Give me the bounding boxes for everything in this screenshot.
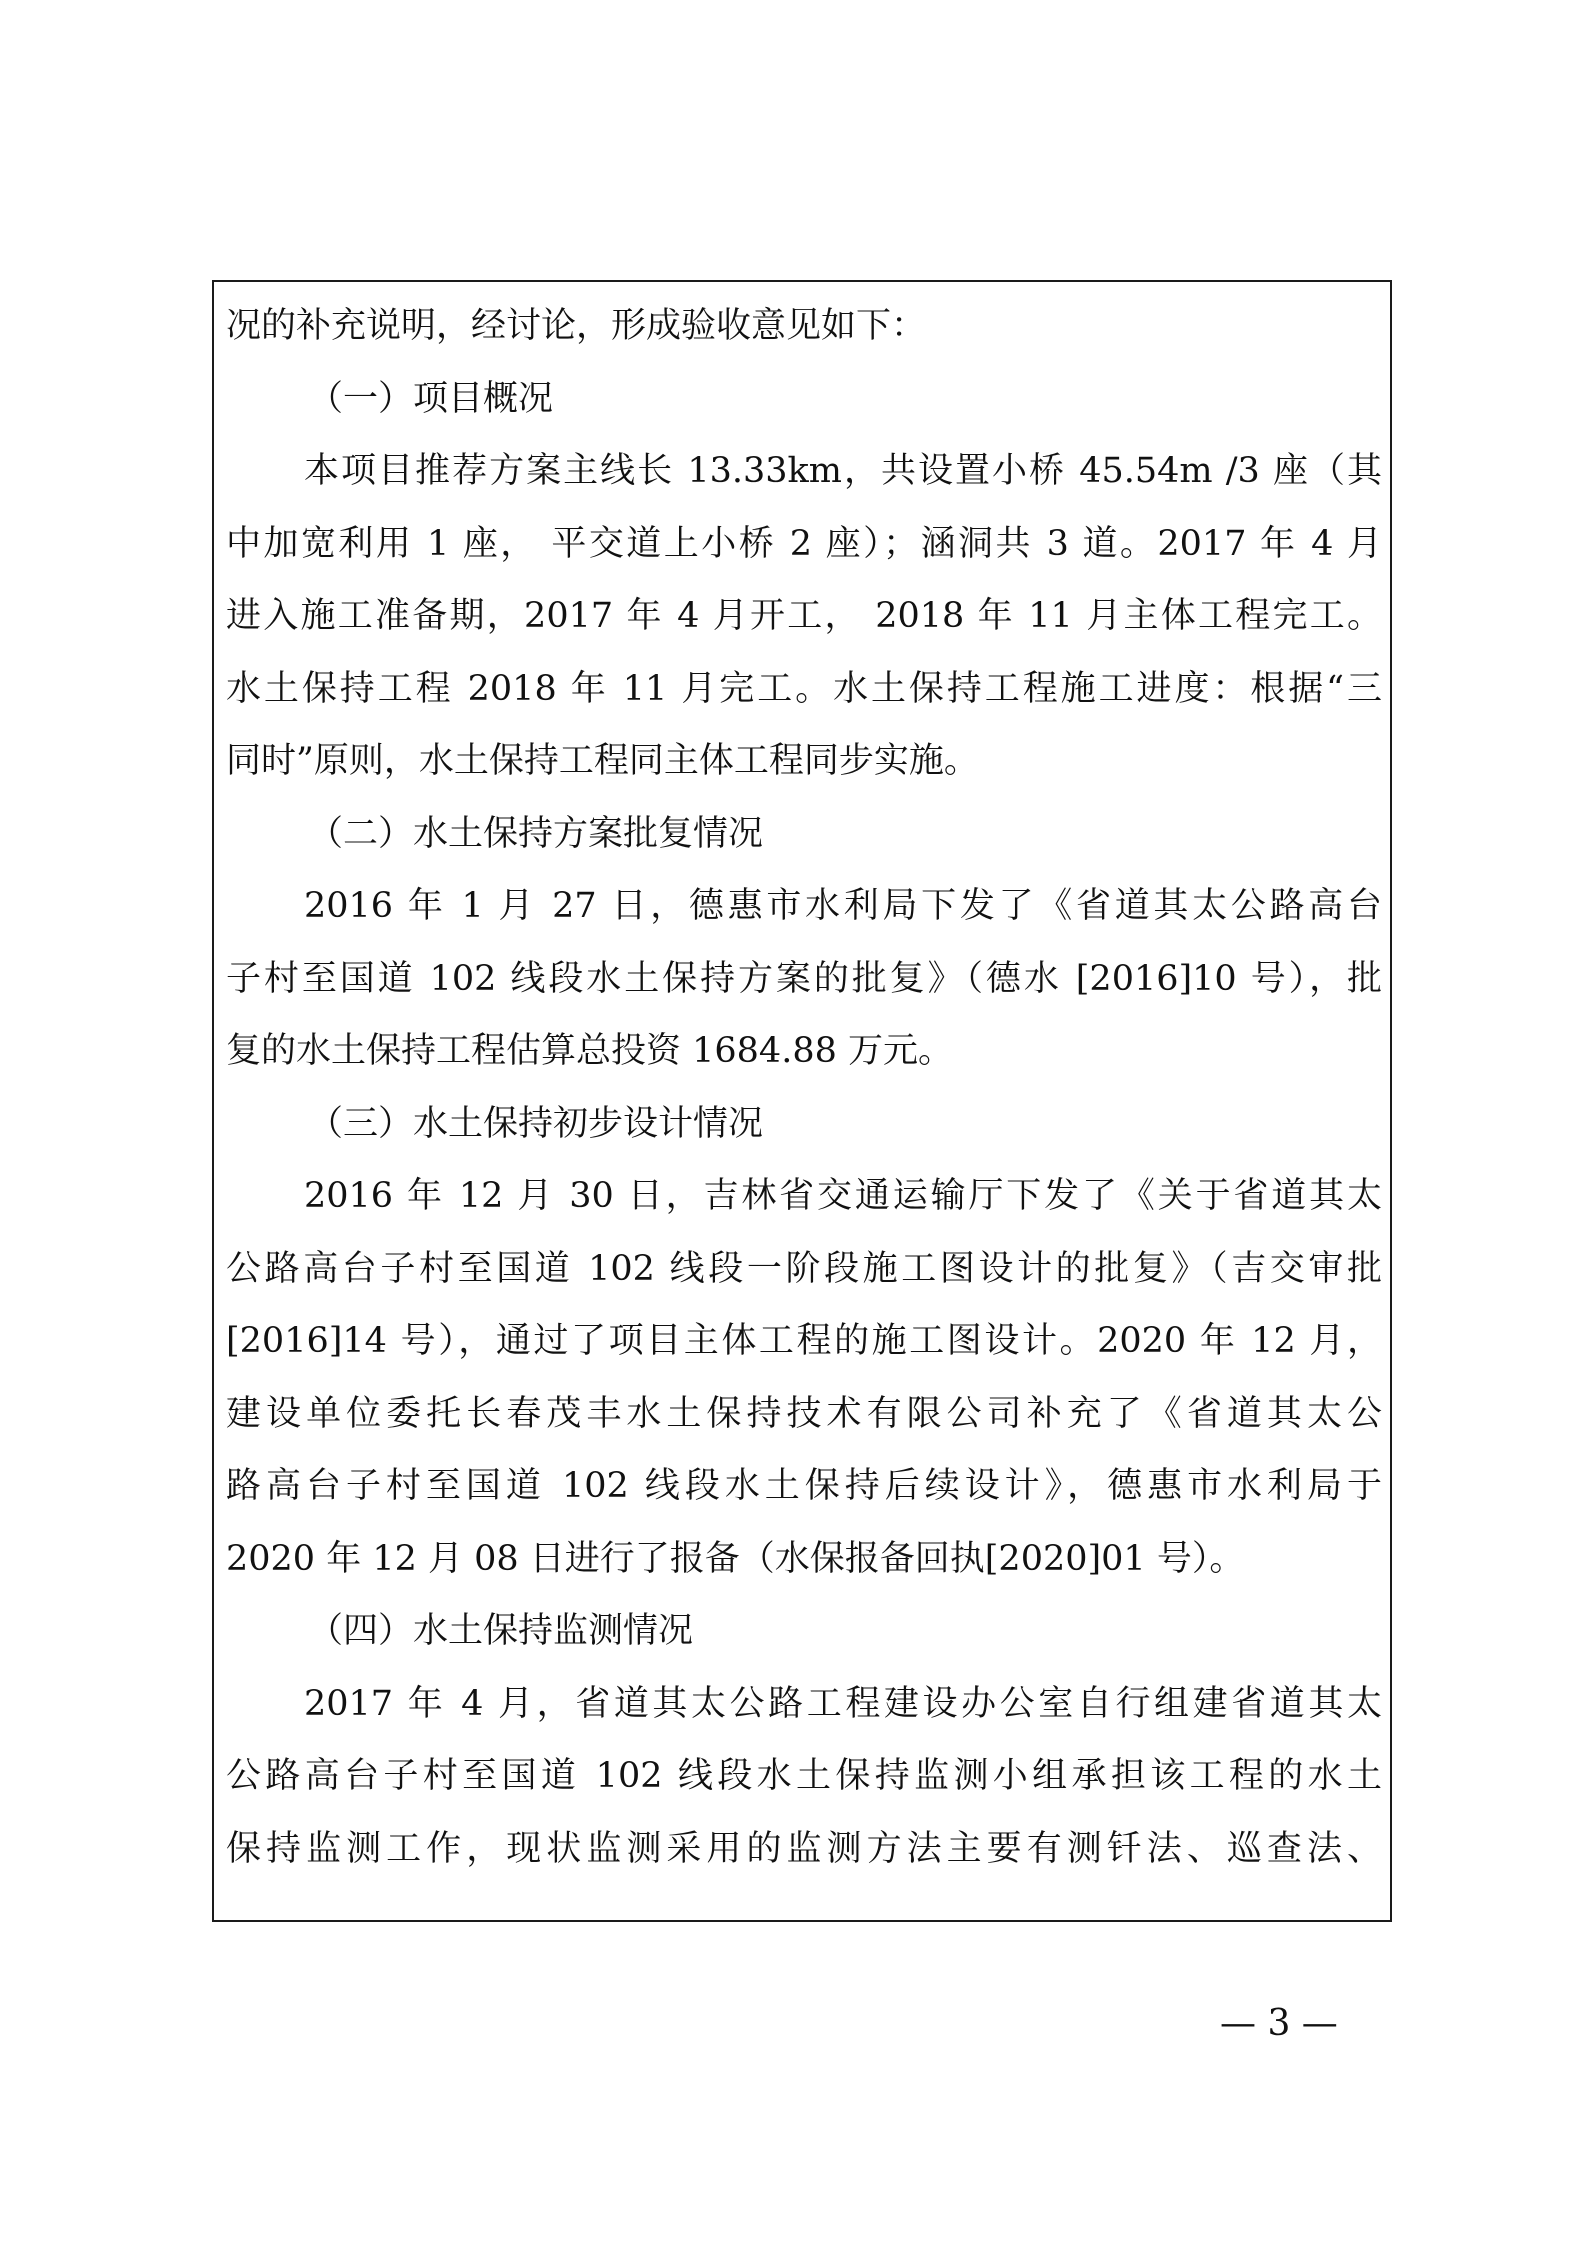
text-line: 进入施工准备期，2017 年 4 月开工， 2018 年 11 月主体工程完工。	[226, 596, 1382, 636]
text-line: 复的水土保持工程估算总投资 1684.88 万元。	[226, 1031, 953, 1071]
text-line: 2016 年 12 月 30 日，吉林省交通运输厅下发了《关于省道其太	[304, 1176, 1382, 1216]
text-line: 水土保持工程 2018 年 11 月完工。水土保持工程施工进度：根据“三	[226, 668, 1382, 709]
text-line: 保持监测工作，现状监测采用的监测方法主要有测钎法、巡查法、	[226, 1828, 1382, 1869]
text-line: 中加宽利用 1 座， 平交道上小桥 2 座）；涵洞共 3 道。2017 年 4 月	[226, 523, 1382, 564]
text-line: （二）水土保持方案批复情况	[308, 813, 764, 854]
text-line: [2016]14 号），通过了项目主体工程的施工图设计。2020 年 12 月，	[226, 1321, 1382, 1361]
text-line: （四）水土保持监测情况	[308, 1611, 694, 1651]
text-line: 公路高台子村至国道 102 线段一阶段施工图设计的批复》（吉交审批	[226, 1248, 1382, 1289]
text-line: 2020 年 12 月 08 日进行了报备（水保报备回执[2020]01 号）。	[226, 1538, 1245, 1579]
text-line: （三）水土保持初步设计情况	[308, 1103, 764, 1144]
text-line: 路高台子村至国道 102 线段水土保持后续设计》，德惠市水利局于	[226, 1466, 1382, 1506]
page-number: — 3 —	[1220, 2003, 1338, 2044]
text-line: 况的补充说明，经讨论，形成验收意见如下：	[226, 306, 927, 346]
text-line: 子村至国道 102 线段水土保持方案的批复》（德水 [2016]10 号），批	[226, 958, 1382, 999]
text-line: （一）项目概况	[308, 378, 554, 419]
text-line: 同时”原则，水土保持工程同主体工程同步实施。	[226, 741, 979, 781]
text-line: 本项目推荐方案主线长 13.33km，共设置小桥 45.54m /3 座（其	[304, 451, 1382, 491]
text-line: 2016 年 1 月 27 日，德惠市水利局下发了《省道其太公路高台	[304, 886, 1382, 926]
text-line: 2017 年 4 月，省道其太公路工程建设办公室自行组建省道其太	[304, 1683, 1382, 1724]
text-line: 公路高台子村至国道 102 线段水土保持监测小组承担该工程的水土	[226, 1756, 1382, 1796]
document-body	[226, 290, 1382, 1885]
text-line: 建设单位委托长春茂丰水土保持技术有限公司补充了《省道其太公	[226, 1393, 1382, 1434]
